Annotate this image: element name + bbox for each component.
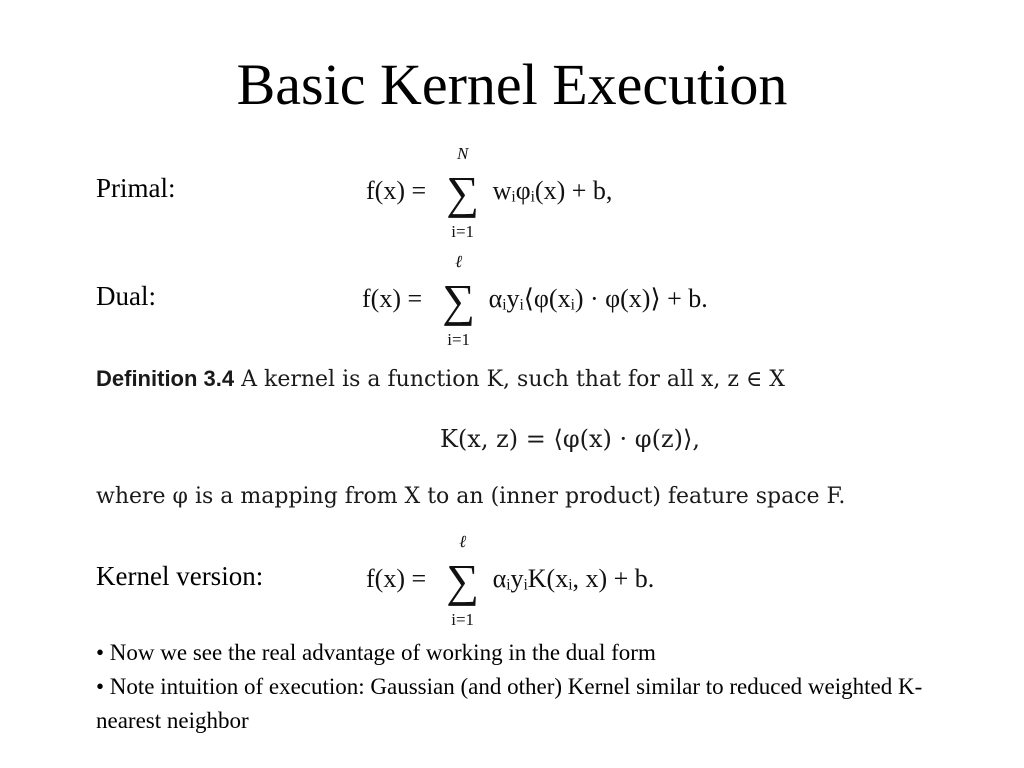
primal-formula [366, 144, 613, 241]
dual-sum-upper: ℓ [455, 252, 463, 271]
kernel-rhs: αᵢyᵢK(xᵢ, x) + b. [492, 563, 655, 593]
definition-where: where φ is a mapping from X to an (inner product) feature space F. [96, 484, 846, 509]
dual-label: Dual: [96, 281, 156, 311]
kernel-formula [366, 532, 655, 629]
definition-line [96, 366, 785, 392]
dual-lhs: f(x) = [362, 283, 429, 313]
definition-heading: Definition 3.4 [96, 366, 235, 391]
primal-sum-symbol: N ∑ i=1 [439, 170, 487, 216]
kernel-sum-symbol: ℓ ∑ i=1 [439, 558, 487, 604]
kernel-sum-lower: i=1 [451, 610, 475, 629]
primal-sum-lower: i=1 [451, 222, 475, 241]
kernel-lhs: f(x) = [366, 563, 433, 593]
primal-lhs: f(x) = [366, 175, 433, 205]
definition-text: A kernel is a function K, such that for all x, z ∈ X [241, 367, 785, 392]
dual-sum-lower: i=1 [447, 330, 471, 349]
primal-label: Primal: [96, 173, 176, 203]
bullet-item: • Note intuition of execution: Gaussian (and other) Kernel similar to reduced weighted K-nearest neighbor [96, 674, 923, 733]
dual-sum-symbol: ℓ ∑ i=1 [435, 278, 483, 324]
bullet-list [96, 636, 926, 738]
kernel-version-label: Kernel version: [96, 561, 264, 591]
primal-rhs: wᵢφᵢ(x) + b, [492, 175, 613, 205]
definition-formula: K(x, z) = ⟨φ(x) · φ(z)⟩, [440, 425, 700, 453]
bullet-item: • Now we see the real advantage of working in the dual form [96, 640, 656, 665]
slide-title: Basic Kernel Execution [236, 52, 788, 117]
dual-formula [362, 252, 708, 349]
primal-sum-upper: N [456, 144, 469, 163]
kernel-sum-upper: ℓ [459, 532, 467, 551]
dual-rhs: αᵢyᵢ⟨φ(xᵢ) · φ(x)⟩ + b. [488, 283, 708, 313]
